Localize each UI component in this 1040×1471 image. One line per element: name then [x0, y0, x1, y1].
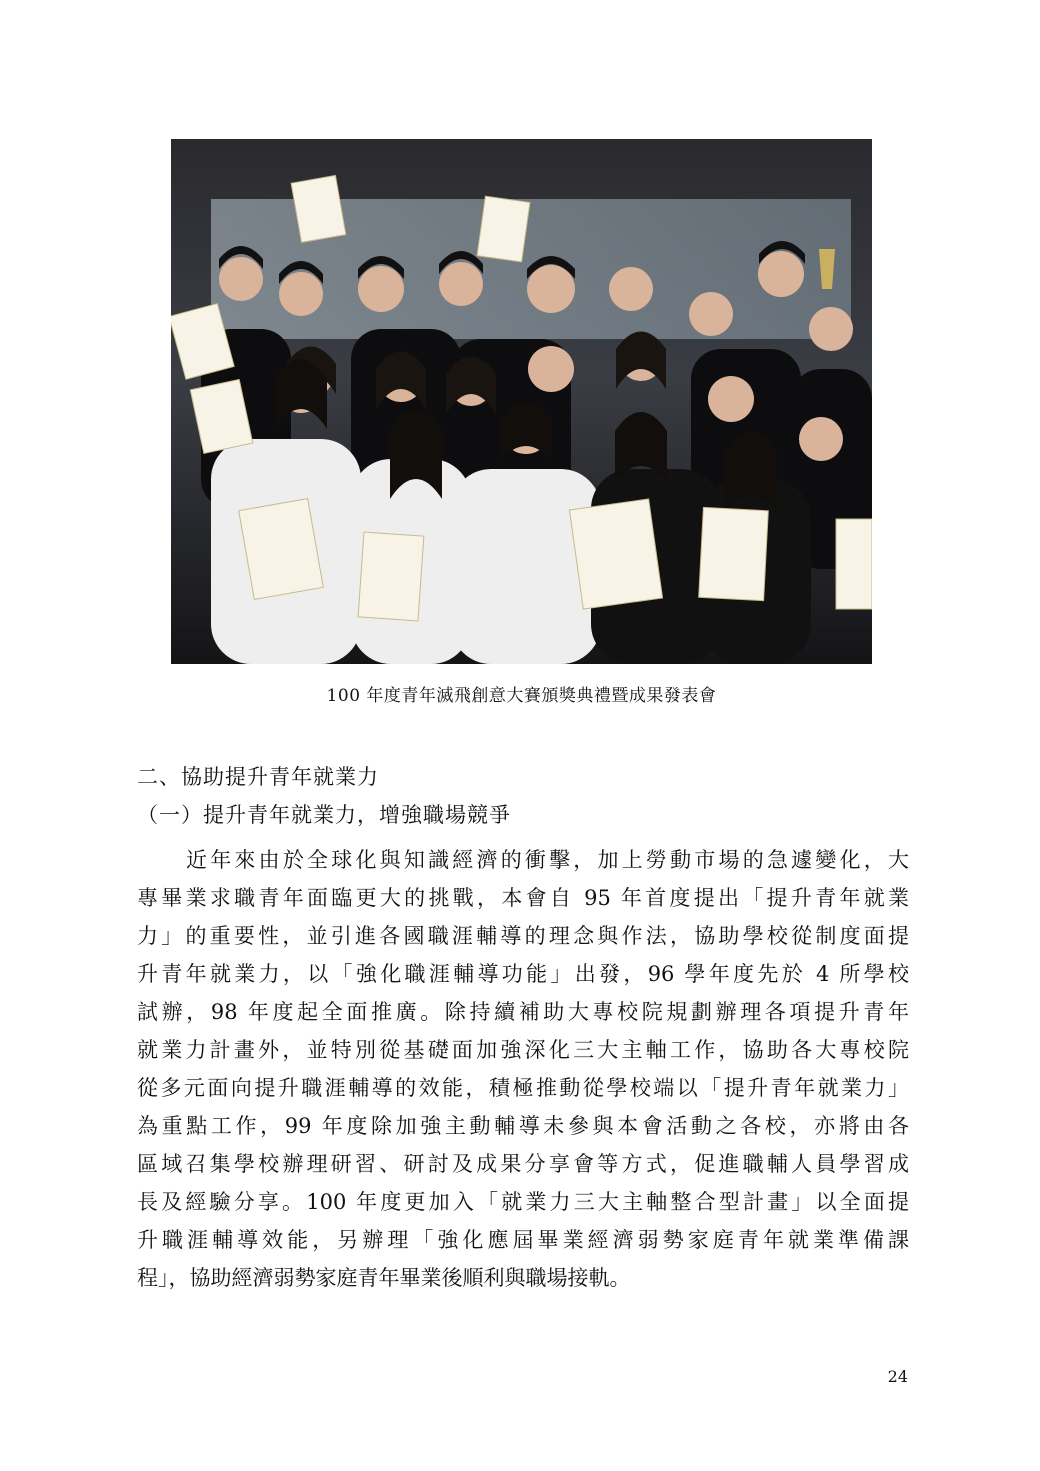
paragraph-line: 專畢業求職青年面臨更大的挑戰，本會自 95 年首度提出「提升青年就業 [137, 886, 909, 910]
page-number: 24 [887, 1367, 908, 1386]
subsection-heading: （一）提升青年就業力，增強職場競爭 [137, 803, 511, 827]
award-ceremony-photo [171, 139, 872, 664]
paragraph-line: 升青年就業力，以「強化職涯輔導功能」出發，96 學年度先於 4 所學校 [137, 962, 909, 986]
paragraph-line: 長及經驗分享。100 年度更加入「就業力三大主軸整合型計畫」以全面提 [137, 1190, 909, 1214]
paragraph-line: 升職涯輔導效能，另辦理「強化應屆畢業經濟弱勢家庭青年就業準備課 [137, 1228, 909, 1252]
photo-caption: 100 年度青年滅飛創意大賽頒獎典禮暨成果發表會 [326, 686, 717, 706]
paragraph-line: 為重點工作，99 年度除加強主動輔導未參與本會活動之各校，亦將由各 [137, 1114, 909, 1138]
section-heading: 二、協助提升青年就業力 [137, 765, 379, 789]
paragraph-line: 試辦，98 年度起全面推廣。除持續補助大專校院規劃辦理各項提升青年 [137, 1000, 909, 1024]
paragraph-line: 力」的重要性，並引進各國職涯輔導的理念與作法，協助學校從制度面提 [137, 924, 909, 948]
paragraph-line: 就業力計畫外，並特別從基礎面加強深化三大主軸工作，協助各大專校院 [137, 1038, 909, 1062]
group-photo-illustration [171, 139, 872, 664]
paragraph-line: 區域召集學校辦理研習、研討及成果分享會等方式，促進職輔人員學習成 [137, 1152, 909, 1176]
paragraph-line: 近年來由於全球化與知識經濟的衝擊，加上勞動市場的急遽變化，大 [186, 848, 909, 872]
paragraph-line: 程」，協助經濟弱勢家庭青年畢業後順利與職場接軌。 [137, 1266, 631, 1290]
paragraph-line: 從多元面向提升職涯輔導的效能，積極推動從學校端以「提升青年就業力」 [137, 1076, 909, 1100]
